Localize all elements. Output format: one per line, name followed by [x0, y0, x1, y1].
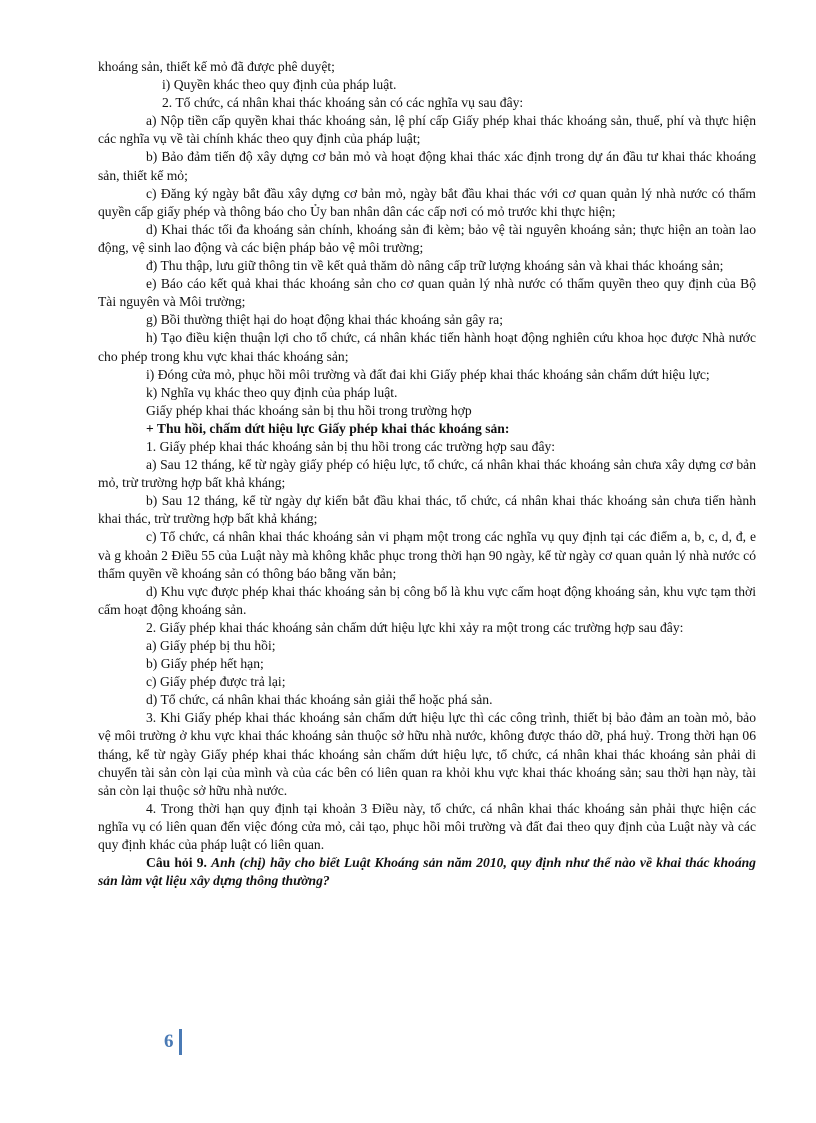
paragraph: d) Khu vực được phép khai thác khoáng sản bị công bố là khu vực cấm hoạt động khoáng sản, khu vực tạm thời cấm hoạt động khoáng sản. [98, 583, 756, 617]
document-body [98, 58, 756, 890]
paragraph: e) Báo cáo kết quả khai thác khoáng sản cho cơ quan quản lý nhà nước có thẩm quyền theo quy định của Bộ Tài nguyên và Môi trường; [98, 276, 756, 310]
page-number-divider [179, 1029, 182, 1055]
question-label: Câu hỏi 9. [146, 855, 207, 871]
paragraph: Giấy phép khai thác khoáng sản bị thu hồi trong trường hợp [146, 402, 472, 418]
paragraph: 2. Giấy phép khai thác khoáng sản chấm dứt hiệu lực khi xảy ra một trong các trường hợp sau đây: [146, 619, 684, 635]
paragraph: c) Giấy phép được trả lại; [146, 674, 286, 690]
paragraph: b) Bảo đảm tiến độ xây dựng cơ bản mỏ và hoạt động khai thác xác định trong dự án đầu tư khai thác khoáng sản, thiết kế mỏ; [98, 149, 756, 183]
paragraph: c) Tổ chức, cá nhân khai thác khoáng sản vi phạm một trong các nghĩa vụ quy định tại các điểm a, b, c, d, đ, e và g khoản 2 Điều 55 của Luật này mà không khắc phục trong thời hạn 90 ngày, kể từ ngày cơ quan quản lý nhà nước có thẩm quyền về khoáng sản có thông báo bằng văn bản; [98, 529, 756, 581]
paragraph: 4. Trong thời hạn quy định tại khoản 3 Điều này, tổ chức, cá nhân khai thác khoáng sản phải thực hiện các nghĩa vụ có liên quan đến việc đóng cửa mỏ, cải tạo, phục hồi môi trường và đất đai theo quy định của Luật này và các quy định khác của pháp luật có liên quan. [98, 800, 756, 853]
paragraph: a) Giấy phép bị thu hồi; [146, 638, 276, 653]
paragraph: b) Giấy phép hết hạn; [146, 656, 264, 672]
paragraph: khoáng sản, thiết kế mỏ đã được phê duyệt; [98, 59, 335, 74]
paragraph: a) Sau 12 tháng, kể từ ngày giấy phép có hiệu lực, tổ chức, cá nhân khai thác khoáng sản chưa xây dựng cơ bản mỏ, trừ trường hợp bất khả kháng; [98, 457, 756, 491]
question [98, 854, 756, 890]
paragraph: h) Tạo điều kiện thuận lợi cho tổ chức, cá nhân khác tiến hành hoạt động nghiên cứu khoa học được Nhà nước cho phép trong khu vực khai thác khoáng sản; [98, 330, 756, 364]
paragraph: 1. Giấy phép khai thác khoáng sản bị thu hồi trong các trường hợp sau đây: [146, 438, 556, 454]
paragraph: k) Nghĩa vụ khác theo quy định của pháp luật. [146, 384, 398, 400]
paragraph: c) Đăng ký ngày bắt đầu xây dựng cơ bản mỏ, ngày bắt đầu khai thác với cơ quan quản lý nhà nước có thẩm quyền cấp giấy phép và thông báo cho Ủy ban nhân dân các cấp nơi có mỏ trước khi thực hiện; [98, 185, 756, 219]
paragraph: d) Khai thác tối đa khoáng sản chính, khoáng sản đi kèm; bảo vệ tài nguyên khoáng sản; thực hiện an toàn lao động, vệ sinh lao động và các biện pháp bảo vệ môi trường; [98, 221, 756, 255]
section-heading: + Thu hồi, chấm dứt hiệu lực Giấy phép khai thác khoáng sản: [146, 420, 510, 436]
paragraph: 3. Khi Giấy phép khai thác khoáng sản chấm dứt hiệu lực thì các công trình, thiết bị bảo đảm an toàn mỏ, bảo vệ môi trường ở khu vực khai thác khoáng sản thuộc sở hữu nhà nước, không được tháo dỡ, phá huỷ. Trong thời hạn 06 tháng, kể từ ngày Giấy phép khai thác khoáng sản chấm dứt hiệu lực, tổ chức, cá nhân khai thác khoáng sản phải di chuyển tài sản còn lại của mình và của các bên có liên quan ra khỏi khu vực khai thác khoáng sản; sau thời hạn này, tài sản còn lại thuộc sở hữu nhà nước. [98, 710, 756, 798]
paragraph: g) Bồi thường thiệt hại do hoạt động khai thác khoáng sản gây ra; [146, 312, 503, 328]
paragraph: i) Quyền khác theo quy định của pháp luật. [162, 77, 397, 93]
page-footer [164, 1029, 182, 1055]
paragraph: 2. Tổ chức, cá nhân khai thác khoáng sản có các nghĩa vụ sau đây: [162, 95, 524, 111]
paragraph: a) Nộp tiền cấp quyền khai thác khoáng sản, lệ phí cấp Giấy phép khai thác khoáng sản, thuế, phí và thực hiện các nghĩa vụ về tài chính khác theo quy định của pháp luật; [98, 113, 756, 147]
page-number: 6 [164, 1031, 174, 1052]
paragraph: đ) Thu thập, lưu giữ thông tin về kết quả thăm dò nâng cấp trữ lượng khoáng sản và khai thác khoáng sản; [146, 258, 724, 274]
paragraph: d) Tổ chức, cá nhân khai thác khoáng sản giải thể hoặc phá sản. [146, 692, 493, 708]
question-text: Anh (chị) hãy cho biết Luật Khoáng sản năm 2010, quy định như thế nào về khai thác khoáng sản làm vật liệu xây dựng thông thường? [98, 855, 756, 889]
paragraph: b) Sau 12 tháng, kể từ ngày dự kiến bắt đầu khai thác, tổ chức, cá nhân khai thác khoáng sản chưa tiến hành khai thác, trừ trường hợp bất khả kháng; [98, 493, 756, 527]
paragraph: i) Đóng cửa mỏ, phục hồi môi trường và đất đai khi Giấy phép khai thác khoáng sản chấm dứt hiệu lực; [146, 366, 710, 382]
